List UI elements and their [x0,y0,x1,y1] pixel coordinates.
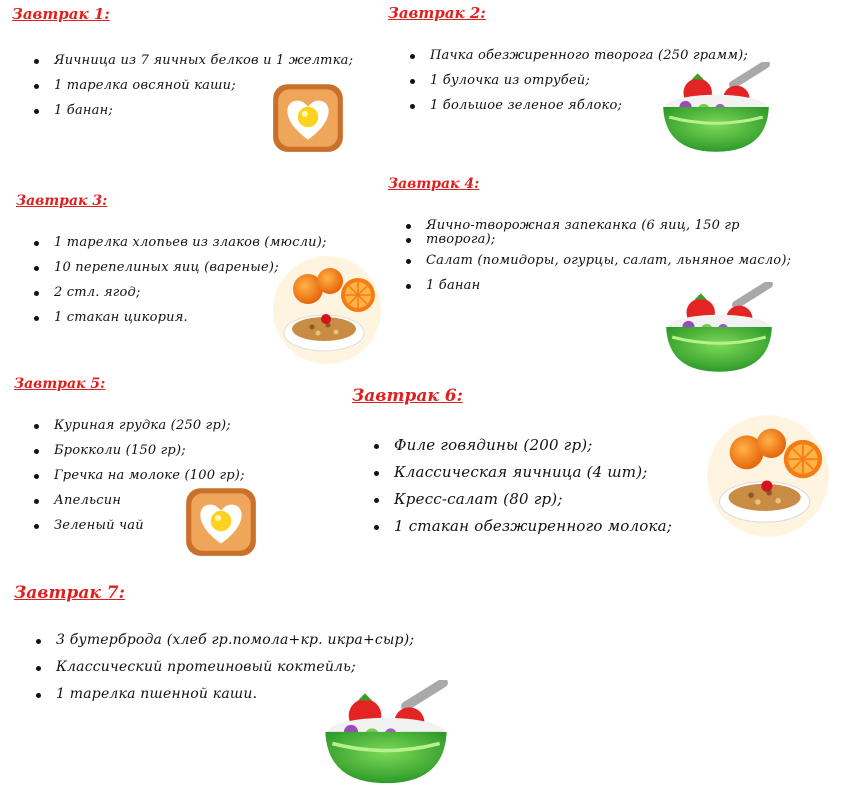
list-item: Яично-творожная запеканка (6 яиц, 150 гр [404,213,791,238]
list-item: 1 тарелка овсяной каши; [32,73,353,98]
breakfast-4-title: Завтрак 4: [388,176,480,192]
heart-egg-toast-icon [180,480,262,562]
berry-yogurt-bowl-icon [316,680,456,786]
list-item: Зеленый чай [32,513,245,538]
list-item: 1 стакан обезжиренного молока; [372,513,672,540]
list-item: Классический протеиновый коктейль; [34,654,414,681]
list-item: 1 стакан цикория. [32,305,327,330]
list-item: Салат (помидоры, огурцы, салат, льняное масло); [404,248,791,273]
list-item: 1 тарелка хлопьев из злаков (мюсли); [32,230,327,255]
list-item: 2 стл. ягод; [32,280,327,305]
breakfast-5-title: Завтрак 5: [14,376,106,392]
list-item: 1 тарелка пшенной каши. [34,681,414,708]
breakfast-6-list [372,432,672,540]
list-item: 10 перепелиных яиц (вареные); [32,255,327,280]
list-item: Гречка на молоке (100 гр); [32,463,245,488]
breakfast-6-title: Завтрак 6: [352,386,463,406]
list-item: Филе говядины (200 гр); [372,432,672,459]
berry-yogurt-bowl-icon [655,62,777,154]
list-item: Классическая яичница (4 шт); [372,459,672,486]
list-item: Апельсин [32,488,245,513]
list-item: Пачка обезжиренного творога (250 грамм); [408,43,748,68]
list-item: 1 большое зеленое яблоко; [408,93,748,118]
list-item: Куриная грудка (250 гр); [32,413,245,438]
heart-egg-toast-icon [267,76,349,158]
muesli-oranges-plate-icon [706,414,830,538]
list-item: 1 булочка из отрубей; [408,68,748,93]
breakfast-1-title: Завтрак 1: [12,5,110,23]
muesli-oranges-plate-icon [272,255,382,365]
breakfast-2-title: Завтрак 2: [388,4,486,22]
list-item: Яичница из 7 яичных белков и 1 желтка; [32,48,353,73]
list-item: 1 банан; [32,98,353,123]
list-item: Кресс-салат (80 гр); [372,486,672,513]
list-item: Брокколи (150 гр); [32,438,245,463]
berry-yogurt-bowl-icon [658,282,780,374]
breakfast-7-title: Завтрак 7: [14,583,125,603]
list-item: 1 банан [404,273,791,298]
list-item: 3 бутерброда (хлеб гр.помола+кр. икра+сыр); [34,627,414,654]
breakfast-3-title: Завтрак 3: [16,193,108,209]
list-item-continuation: творога); [404,232,791,248]
